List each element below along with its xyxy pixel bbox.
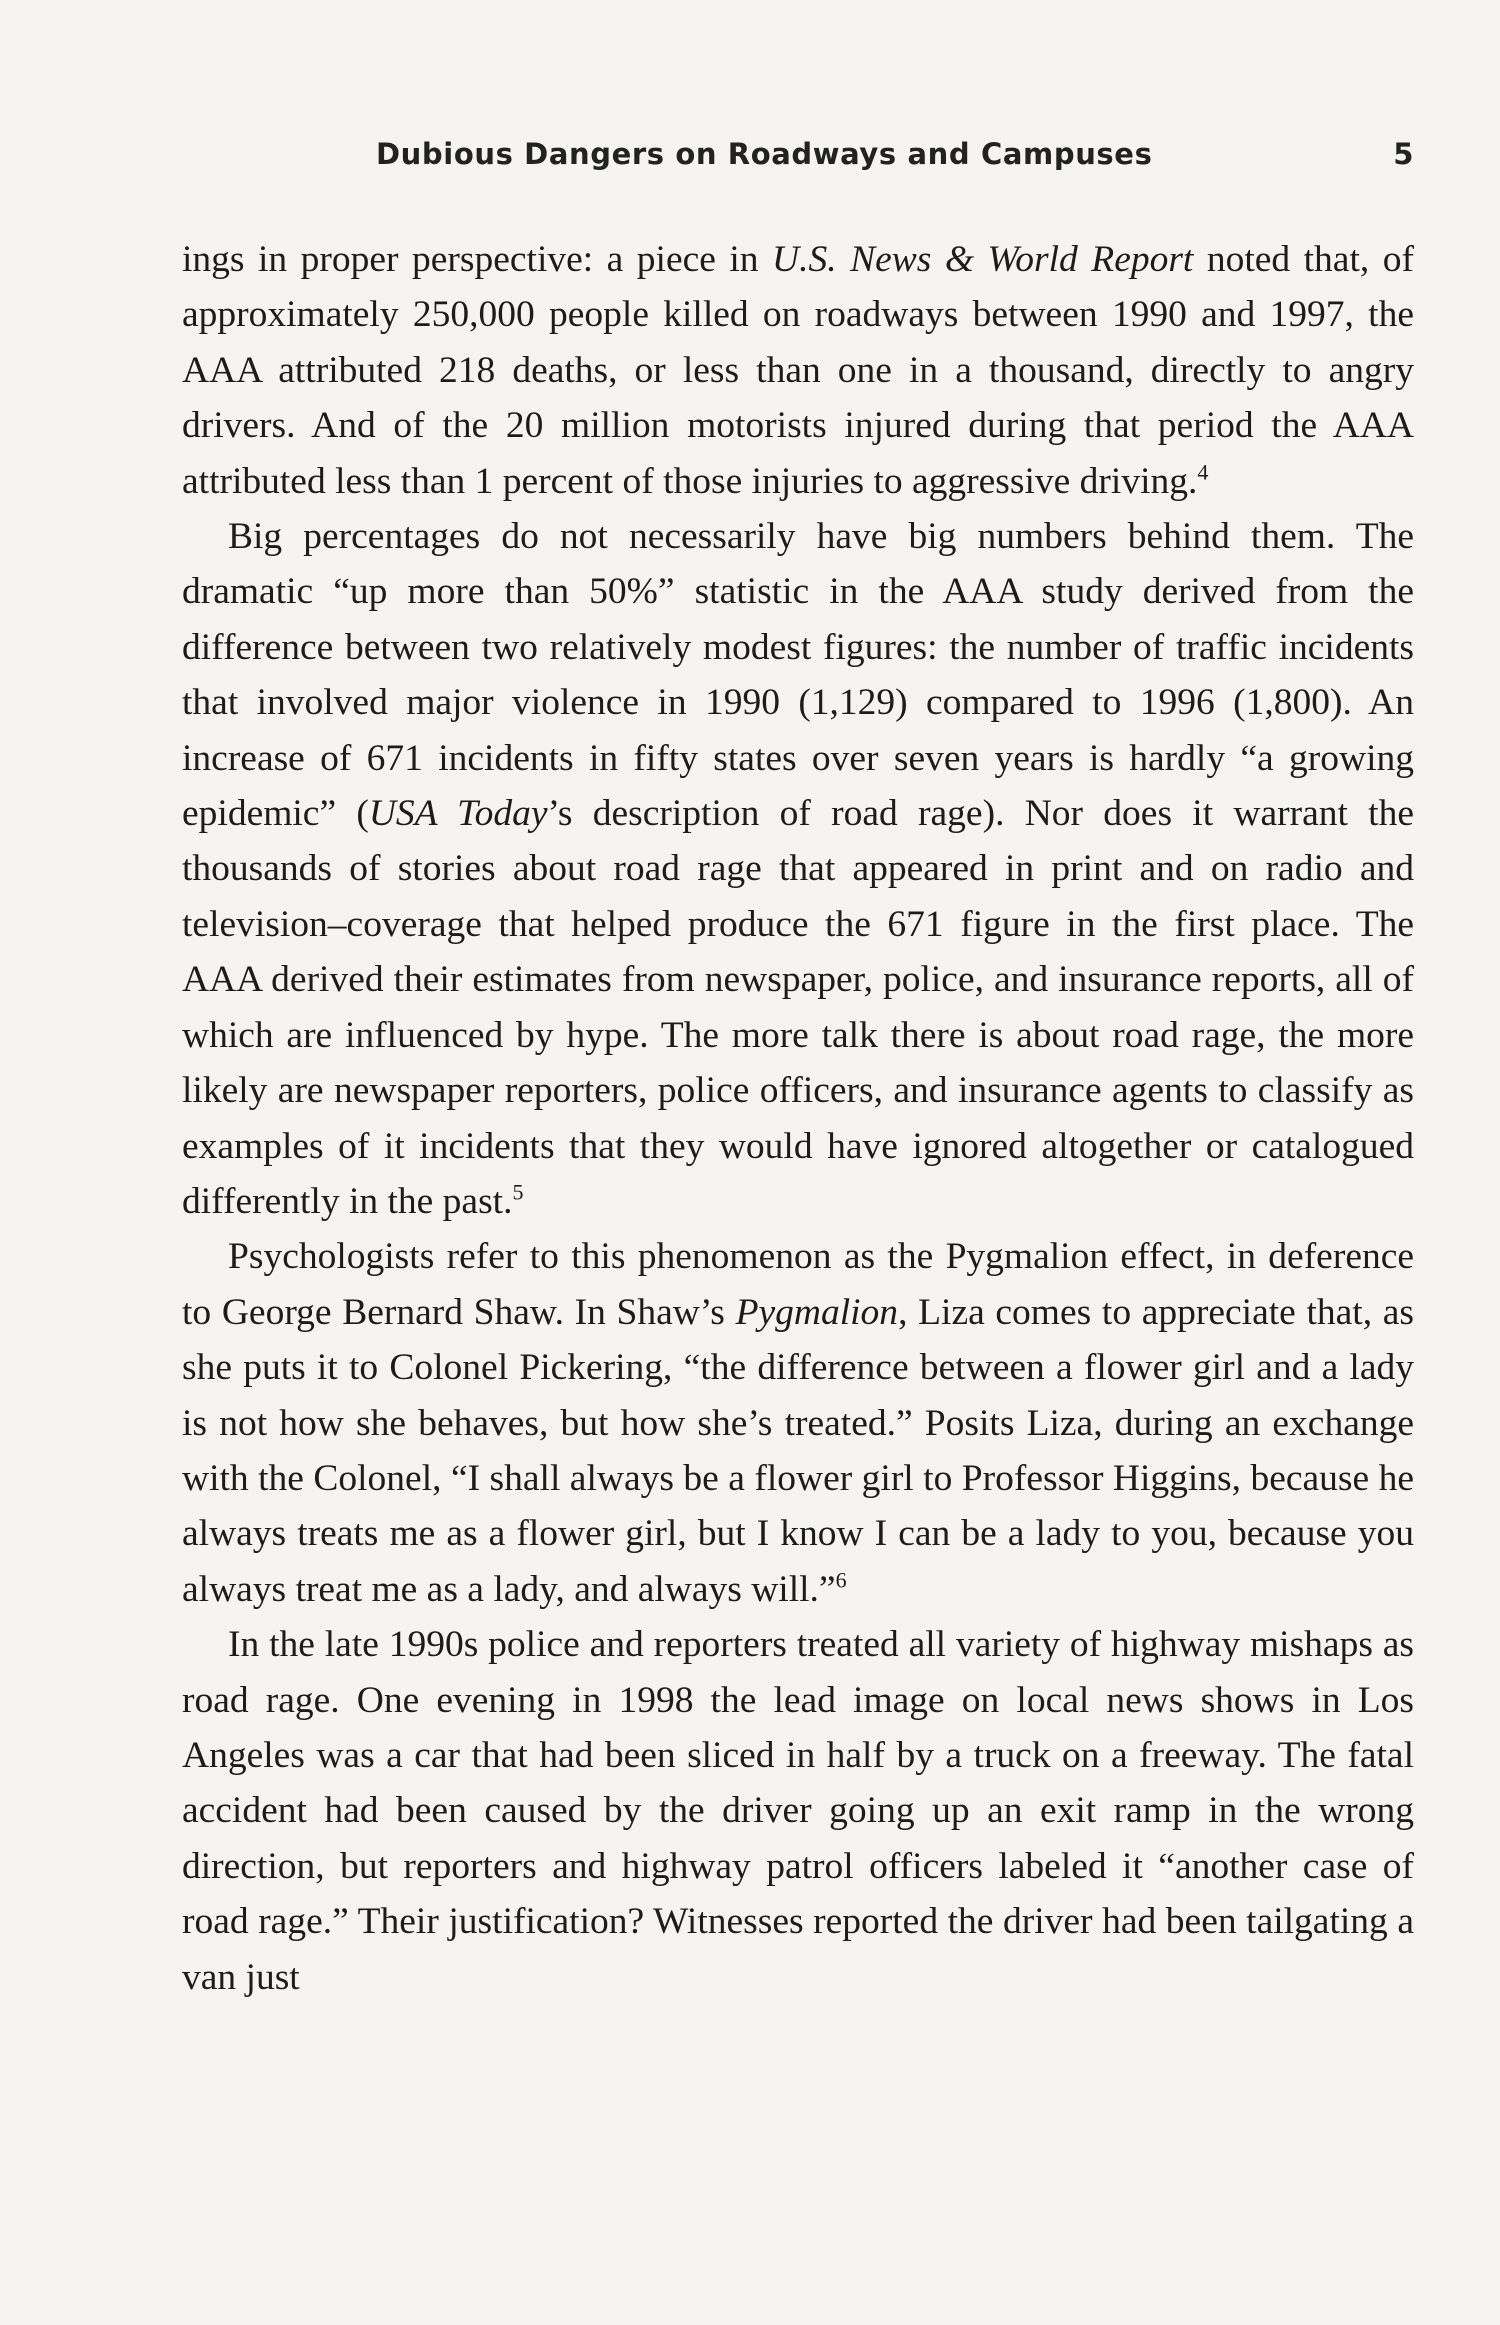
footnote-ref: 5 bbox=[512, 1179, 524, 1205]
publication-title: USA Today bbox=[368, 793, 548, 835]
paragraph: ings in proper perspective: a piece in U.S. News & World Report noted that, of approximately 250,000 people killed on roadways between 1990 and 1997, the AAA attributed 218 deaths, or less than one in a thousand, directly to angry drivers. And of the 20 million motorists injured during that period the AAA attributed less than 1 percent of those injuries to aggressive driving.$^4$ bbox=[182, 239, 1414, 502]
footnote-ref: 4 bbox=[1197, 459, 1209, 485]
paragraph: In the late 1990s police and reporters treated all variety of highway mishaps as road rage. One evening in 1998 the lead image on local news shows in Los Angeles was a car that had been sliced in half by a truck on a freeway. The fatal accident had been caused by the driver going up an exit ramp in the wrong direction, but reporters and highway patrol officers labeled it “another case of road rage.” Their justification? Witnesses reported the driver had been tailgating a van just bbox=[182, 1624, 1414, 1998]
paragraph: Psychologists refer to this phenomenon as the Pygmalion effect, in deference to George Bernard Shaw. In Shaw’s Pygmalion, Liza comes to appreciate that, as she puts it to Colonel Pickering, “the difference between a flower girl and a lady is not how she behaves, but how she’s treated.” Posits Liza, during an exchange with the Colonel, “I shall always be a flower girl to Professor Higgins, because he always treats me as a flower girl, but I know I can be a lady to you, because you always treat me as a lady, and always will.”$^6$ bbox=[182, 1236, 1414, 1610]
running-title: Dubious Dangers on Roadways and Campuses bbox=[376, 137, 1153, 171]
work-title: Pygmalion bbox=[735, 1291, 899, 1333]
body-text bbox=[182, 232, 1414, 2005]
page-number: 5 bbox=[1393, 137, 1414, 171]
running-head bbox=[182, 133, 1414, 181]
footnote-ref: 6 bbox=[835, 1567, 847, 1593]
paragraph: Big percentages do not necessarily have big numbers behind them. The dramatic “up more than 50%” statistic in the AAA study derived from the difference between two relatively modest figures: the number of traffic incidents that involved major violence in 1990 (1,129) compared to 1996 (1,800). An increase of 671 incidents in fifty states over seven years is hardly “a growing epidemic” (USA Today’s description of road rage). Nor does it warrant the thousands of stories about road rage that appeared in print and on radio and television–coverage that helped produce the 671 figure in the first place. The AAA derived their estimates from newspaper, police, and insurance reports, all of which are influenced by hype. The more talk there is about road rage, the more likely are newspaper reporters, police officers, and insurance agents to classify as examples of it incidents that they would have ignored altogether or catalogued differently in the past.$^5$ bbox=[182, 516, 1414, 1222]
publication-title: U.S. News & World Report bbox=[772, 239, 1194, 280]
